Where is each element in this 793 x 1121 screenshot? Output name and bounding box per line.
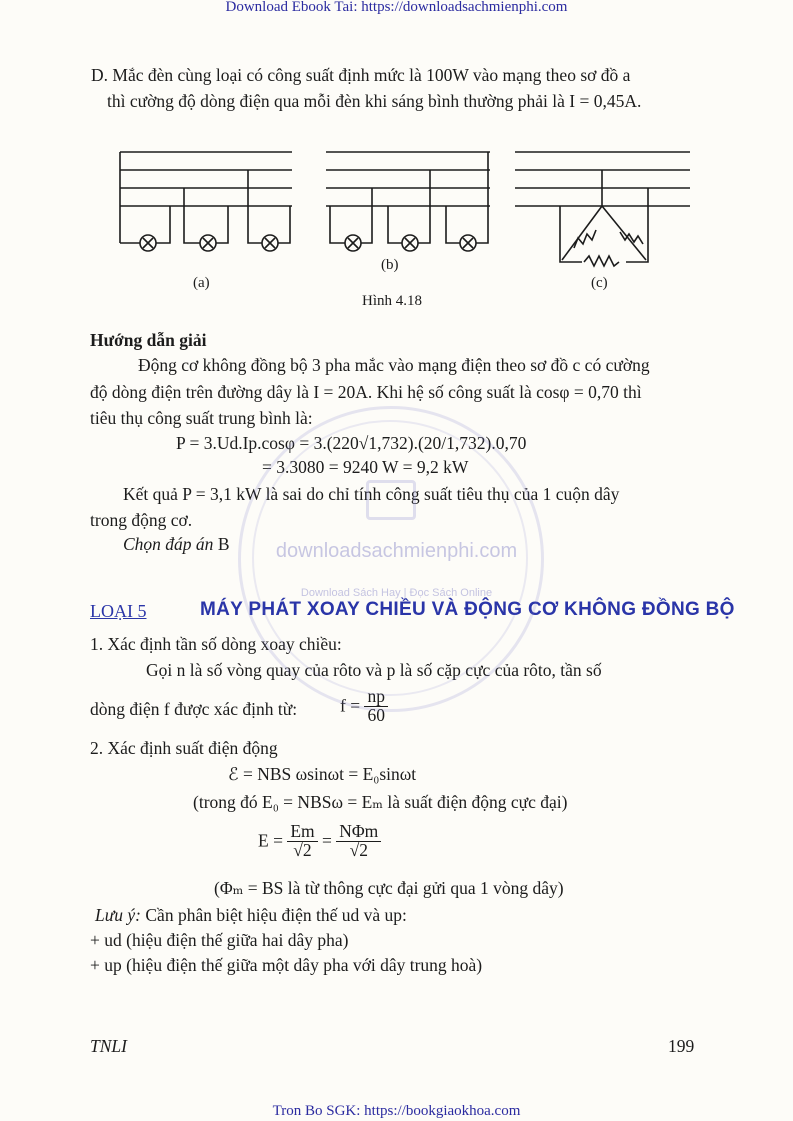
solution-p2-line1: Kết quả P = 3,1 kW là sai do chỉ tính công suất tiêu thụ của 1 cuộn dây bbox=[123, 484, 620, 504]
figure-label-a: (a) bbox=[193, 275, 210, 291]
frequency-numerator: np bbox=[364, 688, 388, 707]
emf-rms-lhs: E = bbox=[258, 830, 283, 851]
emf-denominator-2: √2 bbox=[349, 839, 368, 860]
page-number: 199 bbox=[668, 1036, 695, 1056]
option-d-line1: D. Mắc đèn cùng loại có công suất định mức là 100W vào mạng theo sơ đồ a bbox=[91, 65, 631, 85]
bullet-up: + up (hiệu điện thế giữa một dây pha với dây trung hoà) bbox=[90, 955, 483, 975]
frequency-denominator: 60 bbox=[367, 704, 385, 725]
emf-denominator-1: √2 bbox=[293, 839, 312, 860]
solution-p1-line3: tiêu thụ công suất trung bình là: bbox=[90, 408, 313, 428]
watermark-site: downloadsachmienphi.com bbox=[275, 540, 518, 562]
choose-answer-value: B bbox=[217, 534, 230, 554]
figure-4-18 bbox=[0, 140, 793, 310]
phi-note: (Φₘ = BS là từ thông cực đại gửi qua 1 vòng dây) bbox=[214, 878, 564, 898]
item2-title: 2. Xác định suất điện động bbox=[90, 738, 278, 758]
emf-numerator-1: Em bbox=[287, 823, 317, 842]
solution-eq2: = 3.3080 = 9240 W = 9,2 kW bbox=[262, 457, 469, 477]
emf-rms-formula bbox=[258, 823, 381, 859]
circuit-c bbox=[515, 152, 690, 266]
footer-link[interactable]: Tron Bo SGK: https://bookgiaokhoa.com bbox=[272, 1103, 521, 1119]
figure-label-c: (c) bbox=[591, 275, 608, 291]
frequency-fraction bbox=[364, 688, 388, 724]
footer-left-mark: TNLI bbox=[90, 1036, 127, 1056]
solution-p1-line2: độ dòng điện trên đường dây là I = 20A. Khi hệ số công suất là cosφ = 0,70 thì bbox=[90, 382, 642, 402]
solution-p1-line1: Động cơ không đồng bộ 3 pha mắc vào mạng điện theo sơ đồ c có cường bbox=[138, 355, 650, 375]
item1-line2: dòng điện f được xác định từ: bbox=[90, 699, 298, 719]
figure-caption: Hình 4.18 bbox=[362, 293, 422, 309]
section-loai: LOẠI 5 bbox=[90, 601, 147, 621]
header-download-link[interactable]: Download Ebook Tai: https://downloadsachmienphi.com bbox=[225, 0, 568, 15]
emf-equation: ℰ = NBS ωsinωt = E₀sinωt bbox=[228, 764, 417, 784]
section-title: MÁY PHÁT XOAY CHIỀU VÀ ĐỘNG CƠ KHÔNG ĐỒNG BỘ bbox=[200, 599, 735, 620]
item1-line1: Gọi n là số vòng quay của rôto và p là số cặp cực của rôto, tần số bbox=[146, 660, 602, 680]
emf-equals: = bbox=[322, 830, 332, 851]
figure-label-b: (b) bbox=[381, 257, 399, 273]
circuit-b bbox=[326, 152, 490, 251]
emf-fraction-1 bbox=[287, 823, 317, 859]
emf-fraction-2 bbox=[336, 823, 381, 859]
emf-note: (trong đó E₀ = NBSω = Eₘ là suất điện động cực đại) bbox=[193, 792, 568, 812]
note-text: Cần phân biệt hiệu điện thế ud và up: bbox=[145, 905, 407, 925]
item1-title: 1. Xác định tần số dòng xoay chiều: bbox=[90, 634, 342, 654]
watermark-tagline: Download Sách Hay | Đọc Sách Online bbox=[300, 587, 493, 599]
solution-eq1: P = 3.Ud.Ip.cosφ = 3.(220√1,732).(20/1,732).0,70 bbox=[176, 433, 527, 453]
bullet-ud: + ud (hiệu điện thế giữa hai dây pha) bbox=[90, 930, 349, 950]
solution-title: Hướng dẫn giải bbox=[90, 330, 207, 350]
frequency-lhs: f = bbox=[340, 695, 361, 716]
frequency-formula bbox=[340, 688, 388, 724]
circuit-a bbox=[120, 152, 292, 251]
option-d-line2: thì cường độ dòng điện qua mỗi đèn khi sáng bình thường phải là I = 0,45A. bbox=[107, 91, 642, 111]
choose-answer-label: Chọn đáp án bbox=[123, 534, 214, 554]
emf-numerator-2: NΦm bbox=[336, 823, 381, 842]
solution-p2-line2: trong động cơ. bbox=[90, 510, 193, 530]
note-label: Lưu ý: bbox=[95, 905, 141, 925]
